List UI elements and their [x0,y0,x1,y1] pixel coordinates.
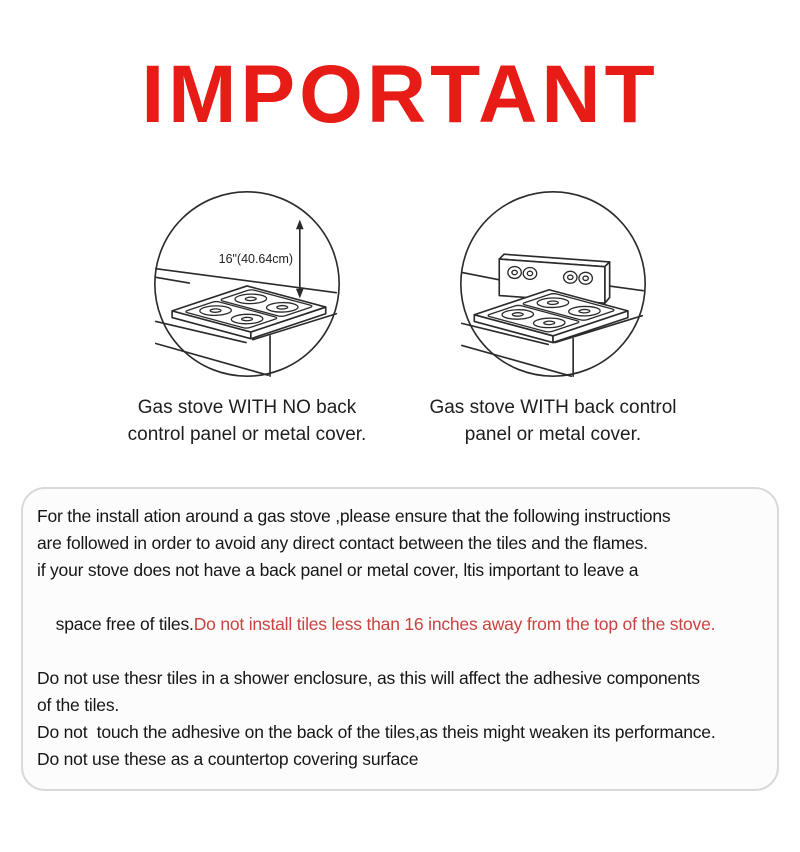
figure-left [102,188,392,448]
caption-right [429,394,676,448]
figure-right [408,188,698,448]
page-root [0,49,800,852]
instruction-box [21,487,779,791]
important-heading: IMPORTANT [141,49,659,140]
caption-right-line2: panel or metal cover. [464,424,642,445]
caption-right-line1: Gas stove WITH back control [429,397,677,418]
instruction-line-7: Do not touch the adhesive on the back of the tiles,as theis might weaken its performance. [37,722,716,742]
instruction-line-3: if your stove does not have a back panel or metal cover, ltis important to leave a [37,560,639,580]
caption-left-line2: control panel or metal cover. [127,424,367,445]
instruction-line-4 [37,584,765,665]
instruction-line-6: of the tiles. [37,695,120,715]
instruction-line-8: Do not use these as a countertop covering surface [37,749,419,769]
caption-left-line1: Gas stove WITH NO back [137,397,357,418]
stove-with-panel-illustration [457,188,649,380]
instruction-line-5: Do not use thesr tiles in a shower enclosure, as this will affect the adhesive components [37,668,700,688]
stove-no-panel-illustration [151,188,343,380]
figure-row [0,188,800,448]
instruction-line-4-black: space free of tiles. [55,614,194,634]
circle-outline [155,192,339,376]
instruction-line-2: are followed in order to avoid any direct contact between the tiles and the flames. [37,533,648,553]
instruction-line-4-red-warning: Do not install tiles less than 16 inches away from the top of the stove. [193,614,716,634]
caption-left [128,394,367,448]
dimension-label: 16"(40.64cm) [218,251,294,266]
instruction-line-1: For the install ation around a gas stove ,please ensure that the following instructions [37,506,671,526]
